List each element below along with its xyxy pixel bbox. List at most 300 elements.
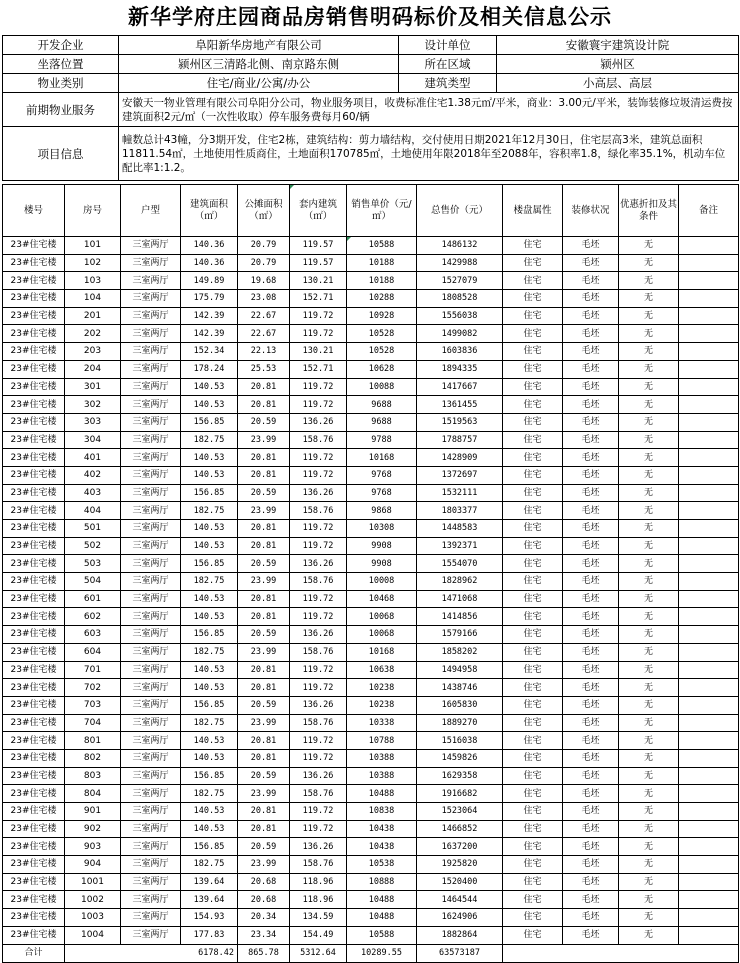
cell-room: 102 [65,254,121,272]
cell-room: 302 [65,396,121,414]
table-row [3,484,739,502]
info-row [3,127,739,181]
cell-attribute: 住宅 [503,555,563,573]
cell-unit-price: 10528 [347,325,417,343]
cell-shared-area: 20.81 [238,679,290,697]
cell-area: 152.34 [181,343,238,361]
cell-discount: 无 [619,732,679,750]
cell-layout: 三室两厅 [121,484,181,502]
cell-shared-area: 20.81 [238,661,290,679]
cell-shared-area: 23.34 [238,926,290,944]
cell-discount: 无 [619,714,679,732]
cell-attribute: 住宅 [503,696,563,714]
cell-room: 502 [65,537,121,555]
cell-layout: 三室两厅 [121,431,181,449]
cell-discount: 无 [619,360,679,378]
page-title: 新华学府庄园商品房销售明码标价及相关信息公示 [128,4,612,29]
cell-decoration: 毛坯 [563,307,619,325]
cell-discount: 无 [619,466,679,484]
cell-shared-area: 20.59 [238,555,290,573]
cell-total-price: 1629358 [417,767,503,785]
cell-area: 182.75 [181,785,238,803]
cell-area: 140.36 [181,254,238,272]
cell-layout: 三室两厅 [121,643,181,661]
cell-shared-area: 22.13 [238,343,290,361]
cell-discount: 无 [619,502,679,520]
cell-area: 156.85 [181,555,238,573]
cell-decoration: 毛坯 [563,449,619,467]
cell-attribute: 住宅 [503,785,563,803]
cell-shared-area: 23.99 [238,856,290,874]
cell-total-price: 1828962 [417,573,503,591]
cell-decoration: 毛坯 [563,520,619,538]
cell-discount: 无 [619,290,679,308]
cell-inner-area: 119.72 [290,466,347,484]
cell-room: 301 [65,378,121,396]
cell-unit-price: 10068 [347,626,417,644]
project-info-label: 项目信息 [3,127,119,181]
cell-discount: 无 [619,254,679,272]
cell-unit-price: 10538 [347,856,417,874]
cell-attribute: 住宅 [503,661,563,679]
cell-remark [679,696,739,714]
cell-inner-area: 158.76 [290,431,347,449]
cell-attribute: 住宅 [503,749,563,767]
cell-building: 23#住宅楼 [3,307,65,325]
cell-decoration: 毛坯 [563,679,619,697]
cell-inner-area: 119.72 [290,749,347,767]
cell-building: 23#住宅楼 [3,573,65,591]
cell-attribute: 住宅 [503,767,563,785]
cell-building: 23#住宅楼 [3,537,65,555]
cell-total-price: 1605830 [417,696,503,714]
cell-total-price: 1448583 [417,520,503,538]
total-area: 6178.42 [65,944,238,962]
cell-unit-price: 10838 [347,803,417,821]
cell-unit-price: 9768 [347,484,417,502]
cell-inner-area: 134.59 [290,909,347,927]
header-row [3,185,739,237]
cell-layout: 三室两厅 [121,254,181,272]
cell-unit-price: 10588 [347,926,417,944]
cell-remark [679,307,739,325]
cell-attribute: 住宅 [503,608,563,626]
table-row [3,502,739,520]
cell-building: 23#住宅楼 [3,803,65,821]
project-info-text: 幢数总计43幢，分3期开发，住宅2栋，建筑结构：剪力墙结构，交付使用日期2021年12月30日，住宅层高3米，建筑总面积11811.54㎡，土地使用性质商住，土地面积170785㎡，土地使用年限2018年至2088年，容积率1.8，绿化率35.1%，机动车位配比率1:1.2。 [119,127,739,181]
cell-unit-price: 10888 [347,873,417,891]
cell-layout: 三室两厅 [121,891,181,909]
district-value: 颍州区 [497,55,739,74]
table-row [3,643,739,661]
cell-unit-price: 9768 [347,466,417,484]
cell-total-price: 1466852 [417,820,503,838]
cell-remark [679,590,739,608]
cell-decoration: 毛坯 [563,909,619,927]
cell-unit-price: 10168 [347,449,417,467]
cell-area: 140.53 [181,396,238,414]
table-row [3,466,739,484]
cell-inner-area: 119.72 [290,396,347,414]
cell-inner-area: 136.26 [290,626,347,644]
cell-attribute: 住宅 [503,537,563,555]
table-row [3,909,739,927]
info-row [3,55,739,74]
cell-total-price: 1417667 [417,378,503,396]
cell-remark [679,396,739,414]
table-row [3,891,739,909]
cell-remark [679,431,739,449]
cell-decoration: 毛坯 [563,254,619,272]
cell-layout: 三室两厅 [121,502,181,520]
cell-building: 23#住宅楼 [3,413,65,431]
cell-decoration: 毛坯 [563,626,619,644]
cell-remark [679,838,739,856]
cell-decoration: 毛坯 [563,732,619,750]
cell-shared-area: 23.99 [238,785,290,803]
table-row [3,520,739,538]
cell-building: 23#住宅楼 [3,626,65,644]
total-shared: 865.78 [238,944,290,962]
cell-area: 182.75 [181,714,238,732]
cell-room: 902 [65,820,121,838]
cell-shared-area: 22.67 [238,307,290,325]
cell-building: 23#住宅楼 [3,237,65,255]
cell-shared-area: 20.81 [238,520,290,538]
cell-room: 602 [65,608,121,626]
cell-attribute: 住宅 [503,307,563,325]
cell-decoration: 毛坯 [563,343,619,361]
cell-area: 156.85 [181,838,238,856]
cell-room: 1003 [65,909,121,927]
cell-total-price: 1516038 [417,732,503,750]
cell-building: 23#住宅楼 [3,820,65,838]
table-row [3,749,739,767]
building-type-value: 小高层、高层 [497,74,739,93]
cell-area: 182.75 [181,431,238,449]
cell-inner-area: 136.26 [290,838,347,856]
cell-remark [679,466,739,484]
cell-decoration: 毛坯 [563,431,619,449]
cell-unit-price: 9688 [347,413,417,431]
cell-building: 23#住宅楼 [3,396,65,414]
cell-attribute: 住宅 [503,237,563,255]
cell-area: 154.93 [181,909,238,927]
cell-building: 23#住宅楼 [3,590,65,608]
table-row [3,732,739,750]
cell-shared-area: 23.99 [238,643,290,661]
cell-discount: 无 [619,661,679,679]
cell-area: 156.85 [181,626,238,644]
cell-building: 23#住宅楼 [3,360,65,378]
cell-discount: 无 [619,696,679,714]
cell-inner-area: 119.57 [290,237,347,255]
cell-area: 182.75 [181,502,238,520]
cell-shared-area: 20.81 [238,537,290,555]
cell-shared-area: 20.81 [238,732,290,750]
cell-inner-area: 130.21 [290,272,347,290]
cell-decoration: 毛坯 [563,767,619,785]
cell-unit-price: 10238 [347,679,417,697]
sales-table [2,184,739,963]
total-inner: 5312.64 [290,944,347,962]
cell-area: 156.85 [181,696,238,714]
cell-area: 140.53 [181,679,238,697]
cell-room: 704 [65,714,121,732]
cell-remark [679,537,739,555]
cell-discount: 无 [619,749,679,767]
cell-building: 23#住宅楼 [3,926,65,944]
cell-layout: 三室两厅 [121,378,181,396]
col-header-remark: 备注 [679,185,739,237]
cell-area: 182.75 [181,643,238,661]
cell-room: 504 [65,573,121,591]
cell-room: 303 [65,413,121,431]
col-header-layout: 户型 [121,185,181,237]
cell-inner-area: 119.72 [290,661,347,679]
cell-inner-area: 119.72 [290,307,347,325]
cell-attribute: 住宅 [503,573,563,591]
cell-room: 802 [65,749,121,767]
cell-layout: 三室两厅 [121,396,181,414]
cell-attribute: 住宅 [503,431,563,449]
cell-inner-area: 130.21 [290,343,347,361]
cell-room: 402 [65,466,121,484]
col-header-attribute: 楼盘属性 [503,185,563,237]
cell-remark [679,626,739,644]
cell-room: 103 [65,272,121,290]
cell-layout: 三室两厅 [121,749,181,767]
col-header-unit-price: 销售单价（元/㎡） [347,185,417,237]
cell-area: 140.53 [181,378,238,396]
cell-discount: 无 [619,272,679,290]
cell-area: 140.53 [181,661,238,679]
cell-inner-area: 158.76 [290,714,347,732]
cell-decoration: 毛坯 [563,413,619,431]
cell-layout: 三室两厅 [121,608,181,626]
cell-total-price: 1554070 [417,555,503,573]
cell-building: 23#住宅楼 [3,431,65,449]
cell-attribute: 住宅 [503,856,563,874]
cell-decoration: 毛坯 [563,502,619,520]
cell-attribute: 住宅 [503,466,563,484]
cell-room: 104 [65,290,121,308]
cell-room: 403 [65,484,121,502]
property-type-value: 住宅/商业/公寓/办公 [119,74,399,93]
cell-building: 23#住宅楼 [3,873,65,891]
cell-decoration: 毛坯 [563,608,619,626]
cell-layout: 三室两厅 [121,785,181,803]
cell-inner-area: 119.72 [290,820,347,838]
cell-attribute: 住宅 [503,626,563,644]
table-row [3,573,739,591]
cell-layout: 三室两厅 [121,413,181,431]
cell-attribute: 住宅 [503,360,563,378]
cell-building: 23#住宅楼 [3,466,65,484]
cell-attribute: 住宅 [503,590,563,608]
cell-attribute: 住宅 [503,643,563,661]
cell-unit-price: 10338 [347,714,417,732]
cell-remark [679,926,739,944]
cell-attribute: 住宅 [503,820,563,838]
cell-building: 23#住宅楼 [3,767,65,785]
cell-unit-price: 10528 [347,343,417,361]
cell-attribute: 住宅 [503,873,563,891]
cell-total-price: 1486132 [417,237,503,255]
cell-total-price: 1428909 [417,449,503,467]
cell-unit-price: 9688 [347,396,417,414]
property-type-label: 物业类别 [3,74,119,93]
cell-discount: 无 [619,590,679,608]
cell-area: 140.53 [181,803,238,821]
cell-inner-area: 158.76 [290,573,347,591]
cell-remark [679,555,739,573]
cell-remark [679,484,739,502]
table-row [3,449,739,467]
building-type-label: 建筑类型 [399,74,497,93]
total-label: 合计 [3,944,65,962]
cell-area: 140.36 [181,237,238,255]
cell-total-price: 1494958 [417,661,503,679]
cell-total-price: 1499082 [417,325,503,343]
cell-area: 182.75 [181,856,238,874]
cell-room: 401 [65,449,121,467]
cell-building: 23#住宅楼 [3,254,65,272]
cell-total-price: 1882864 [417,926,503,944]
cell-unit-price: 10188 [347,272,417,290]
cell-layout: 三室两厅 [121,926,181,944]
cell-shared-area: 20.59 [238,838,290,856]
cell-layout: 三室两厅 [121,307,181,325]
cell-building: 23#住宅楼 [3,838,65,856]
cell-decoration: 毛坯 [563,838,619,856]
cell-layout: 三室两厅 [121,290,181,308]
cell-layout: 三室两厅 [121,325,181,343]
cell-inner-area: 136.26 [290,767,347,785]
cell-area: 177.83 [181,926,238,944]
cell-area: 140.53 [181,590,238,608]
cell-decoration: 毛坯 [563,555,619,573]
cell-layout: 三室两厅 [121,466,181,484]
cell-unit-price: 9788 [347,431,417,449]
cell-attribute: 住宅 [503,714,563,732]
cell-room: 904 [65,856,121,874]
cell-remark [679,803,739,821]
cell-building: 23#住宅楼 [3,643,65,661]
designer-value: 安徽寰宇建筑设计院 [497,36,739,55]
cell-attribute: 住宅 [503,803,563,821]
cell-discount: 无 [619,378,679,396]
cell-layout: 三室两厅 [121,520,181,538]
cell-discount: 无 [619,820,679,838]
cell-attribute: 住宅 [503,520,563,538]
cell-shared-area: 23.99 [238,714,290,732]
cell-decoration: 毛坯 [563,661,619,679]
cell-remark [679,714,739,732]
cell-decoration: 毛坯 [563,573,619,591]
cell-shared-area: 23.99 [238,431,290,449]
table-row [3,360,739,378]
cell-unit-price: 10928 [347,307,417,325]
cell-discount: 无 [619,573,679,591]
cell-unit-price: 10288 [347,290,417,308]
cell-building: 23#住宅楼 [3,749,65,767]
cell-unit-price: 9908 [347,537,417,555]
cell-discount: 无 [619,838,679,856]
cell-decoration: 毛坯 [563,714,619,732]
cell-area: 140.53 [181,449,238,467]
cell-unit-price: 10088 [347,378,417,396]
cell-building: 23#住宅楼 [3,449,65,467]
cell-total-price: 1916682 [417,785,503,803]
cell-area: 182.75 [181,573,238,591]
cell-layout: 三室两厅 [121,661,181,679]
cell-total-price: 1414856 [417,608,503,626]
cell-inner-area: 119.72 [290,378,347,396]
cell-remark [679,749,739,767]
cell-attribute: 住宅 [503,396,563,414]
sales-table-body [3,185,739,963]
cell-unit-price: 10008 [347,573,417,591]
cell-layout: 三室两厅 [121,909,181,927]
cell-area: 142.39 [181,325,238,343]
cell-layout: 三室两厅 [121,696,181,714]
table-row [3,661,739,679]
cell-attribute: 住宅 [503,325,563,343]
cell-attribute: 住宅 [503,909,563,927]
cell-room: 501 [65,520,121,538]
cell-discount: 无 [619,873,679,891]
cell-room: 201 [65,307,121,325]
cell-remark [679,767,739,785]
cell-shared-area: 20.34 [238,909,290,927]
cell-discount: 无 [619,785,679,803]
col-header-room: 房号 [65,185,121,237]
cell-remark [679,343,739,361]
cell-inner-area: 158.76 [290,502,347,520]
cell-remark [679,732,739,750]
cell-total-price: 1372697 [417,466,503,484]
cell-room: 903 [65,838,121,856]
cell-total-price: 1438746 [417,679,503,697]
cell-shared-area: 23.08 [238,290,290,308]
property-service-label: 前期物业服务 [3,93,119,127]
cell-shared-area: 25.53 [238,360,290,378]
cell-area: 156.85 [181,767,238,785]
cell-layout: 三室两厅 [121,237,181,255]
cell-unit-price: 10628 [347,360,417,378]
cell-inner-area: 136.26 [290,413,347,431]
cell-shared-area: 20.81 [238,820,290,838]
cell-unit-price: 10068 [347,608,417,626]
total-row [3,944,739,962]
total-unit-price: 10289.55 [347,944,417,962]
cell-discount: 无 [619,555,679,573]
cell-room: 404 [65,502,121,520]
cell-discount: 无 [619,307,679,325]
cell-remark [679,290,739,308]
cell-room: 603 [65,626,121,644]
cell-inner-area: 119.72 [290,590,347,608]
cell-discount: 无 [619,343,679,361]
cell-attribute: 住宅 [503,891,563,909]
col-header-inner-area: 套内建筑（㎡） [290,185,347,237]
cell-total-price: 1520400 [417,873,503,891]
cell-attribute: 住宅 [503,413,563,431]
table-row [3,820,739,838]
cell-total-price: 1519563 [417,413,503,431]
cell-decoration: 毛坯 [563,803,619,821]
